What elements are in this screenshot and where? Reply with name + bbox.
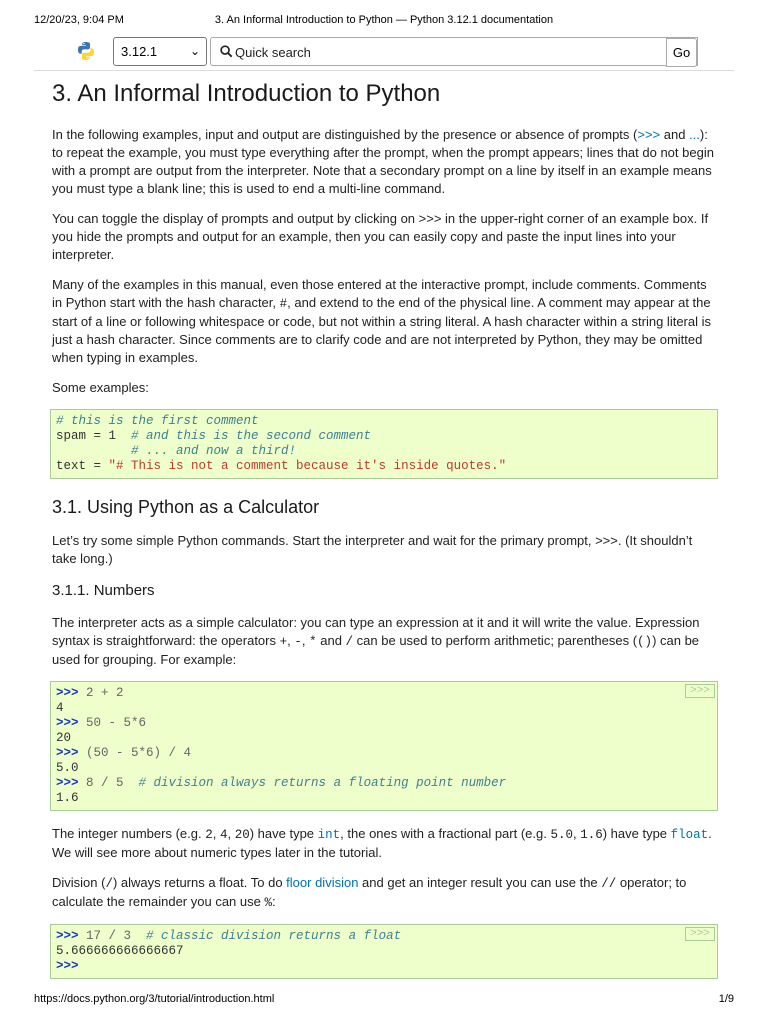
numbers-paragraph-3: Division (/) always returns a float. To do floor division and get an integer result you can use the // operator; to calculate the remainder you can use %: bbox=[52, 875, 687, 910]
print-footer bbox=[34, 993, 734, 1007]
top-bar bbox=[76, 37, 728, 67]
print-url: https://docs.python.org/3/tutorial/introduction.html bbox=[34, 993, 275, 1005]
code-block-division[interactable]: >>> >>> 17 / 3 # classic division returns a float 5.666666666666667 >>> bbox=[50, 924, 718, 979]
numbers-paragraph-2: The integer numbers (e.g. 2, 4, 20) have type int, the ones with a fractional part (e.g. 5.0, 1.6) have type float. We will see more about numeric types later in the tutorial. bbox=[52, 826, 712, 860]
go-button[interactable]: Go bbox=[666, 38, 697, 67]
toggle-prompts-button[interactable]: >>> bbox=[685, 684, 715, 698]
version-select[interactable] bbox=[113, 37, 207, 66]
intro-paragraph-1: In the following examples, input and output are distinguished by the presence or absence of prompts (>>> and ...): to repeat the example, you must type everything after the prompt, when the prompt appears; lines that do not begin with a prompt are output from the interpreter. Note that a secondary prompt on a line by itself in an example means you must type a blank line; this is used to end a multi-line command. bbox=[52, 127, 714, 196]
intro-paragraph-4: Some examples: bbox=[52, 380, 149, 395]
search-icon bbox=[219, 44, 234, 59]
print-title: 3. An Informal Introduction to Python — Python 3.12.1 documentation bbox=[214, 14, 554, 26]
page-number: 1/9 bbox=[718, 993, 734, 1005]
code-block-comments[interactable]: # this is the first comment spam = 1 # and this is the second comment # ... and now a third! text = "# This is not a comment because it's inside quotes." bbox=[50, 409, 718, 479]
section-title-numbers: 3.1.1. Numbers bbox=[52, 582, 155, 599]
print-date: 12/20/23, 9:04 PM bbox=[34, 14, 124, 26]
version-select-value: 3.12.1 bbox=[121, 44, 158, 59]
chevron-down-icon: ⌄ bbox=[189, 44, 200, 58]
floor-division-link[interactable]: floor division bbox=[286, 875, 359, 890]
secondary-prompt-link[interactable]: ... bbox=[689, 127, 700, 142]
intro-paragraph-2: You can toggle the display of prompts and output by clicking on >>> in the upper-right corner of an example box. If you hide the prompts and output for an example, then you can easily copy and paste the input lines into your interpreter. bbox=[52, 211, 709, 262]
intro-paragraph-3: Many of the examples in this manual, even those entered at the interactive prompt, include comments. Comments in Python start with the hash character, #, and extend to the end of the physical line. A comment may appear at the start of a line or following whitespace or code, but not within a string literal. A hash character within a string literal is just a hash character. Since comments are to clarify code and are not interpreted by Python, they may be omitted when typing in examples. bbox=[52, 277, 711, 365]
calculator-paragraph: Let’s try some simple Python commands. Start the interpreter and wait for the primary prompt, >>>. (It shouldn’t take long.) bbox=[52, 533, 693, 566]
numbers-paragraph-1: The interpreter acts as a simple calculator: you can type an expression at it and it will write the value. Expression syntax is straightforward: the operators +, -, * and / can be used to perform arithmetic; parentheses (()) can be used for grouping. For example: bbox=[52, 615, 700, 667]
page-title: 3. An Informal Introduction to Python bbox=[52, 80, 441, 107]
inline-code: # bbox=[279, 297, 288, 311]
search-input[interactable] bbox=[235, 41, 635, 63]
print-header bbox=[34, 14, 734, 30]
python-logo-icon[interactable] bbox=[76, 41, 96, 61]
toggle-prompts-button[interactable]: >>> bbox=[685, 927, 715, 941]
code-block-arithmetic[interactable]: >>> >>> 2 + 2 4 >>> 50 - 5*6 20 >>> (50 - 5*6) / 4 5.0 >>> 8 / 5 # division always returns a floating point number 1.6 bbox=[50, 681, 718, 811]
primary-prompt-link[interactable]: >>> bbox=[637, 127, 661, 142]
float-link[interactable]: float bbox=[670, 828, 709, 842]
search-box bbox=[210, 37, 698, 66]
section-title-calculator: 3.1. Using Python as a Calculator bbox=[52, 497, 320, 517]
main-content bbox=[34, 70, 734, 990]
int-link[interactable]: int bbox=[317, 828, 341, 842]
